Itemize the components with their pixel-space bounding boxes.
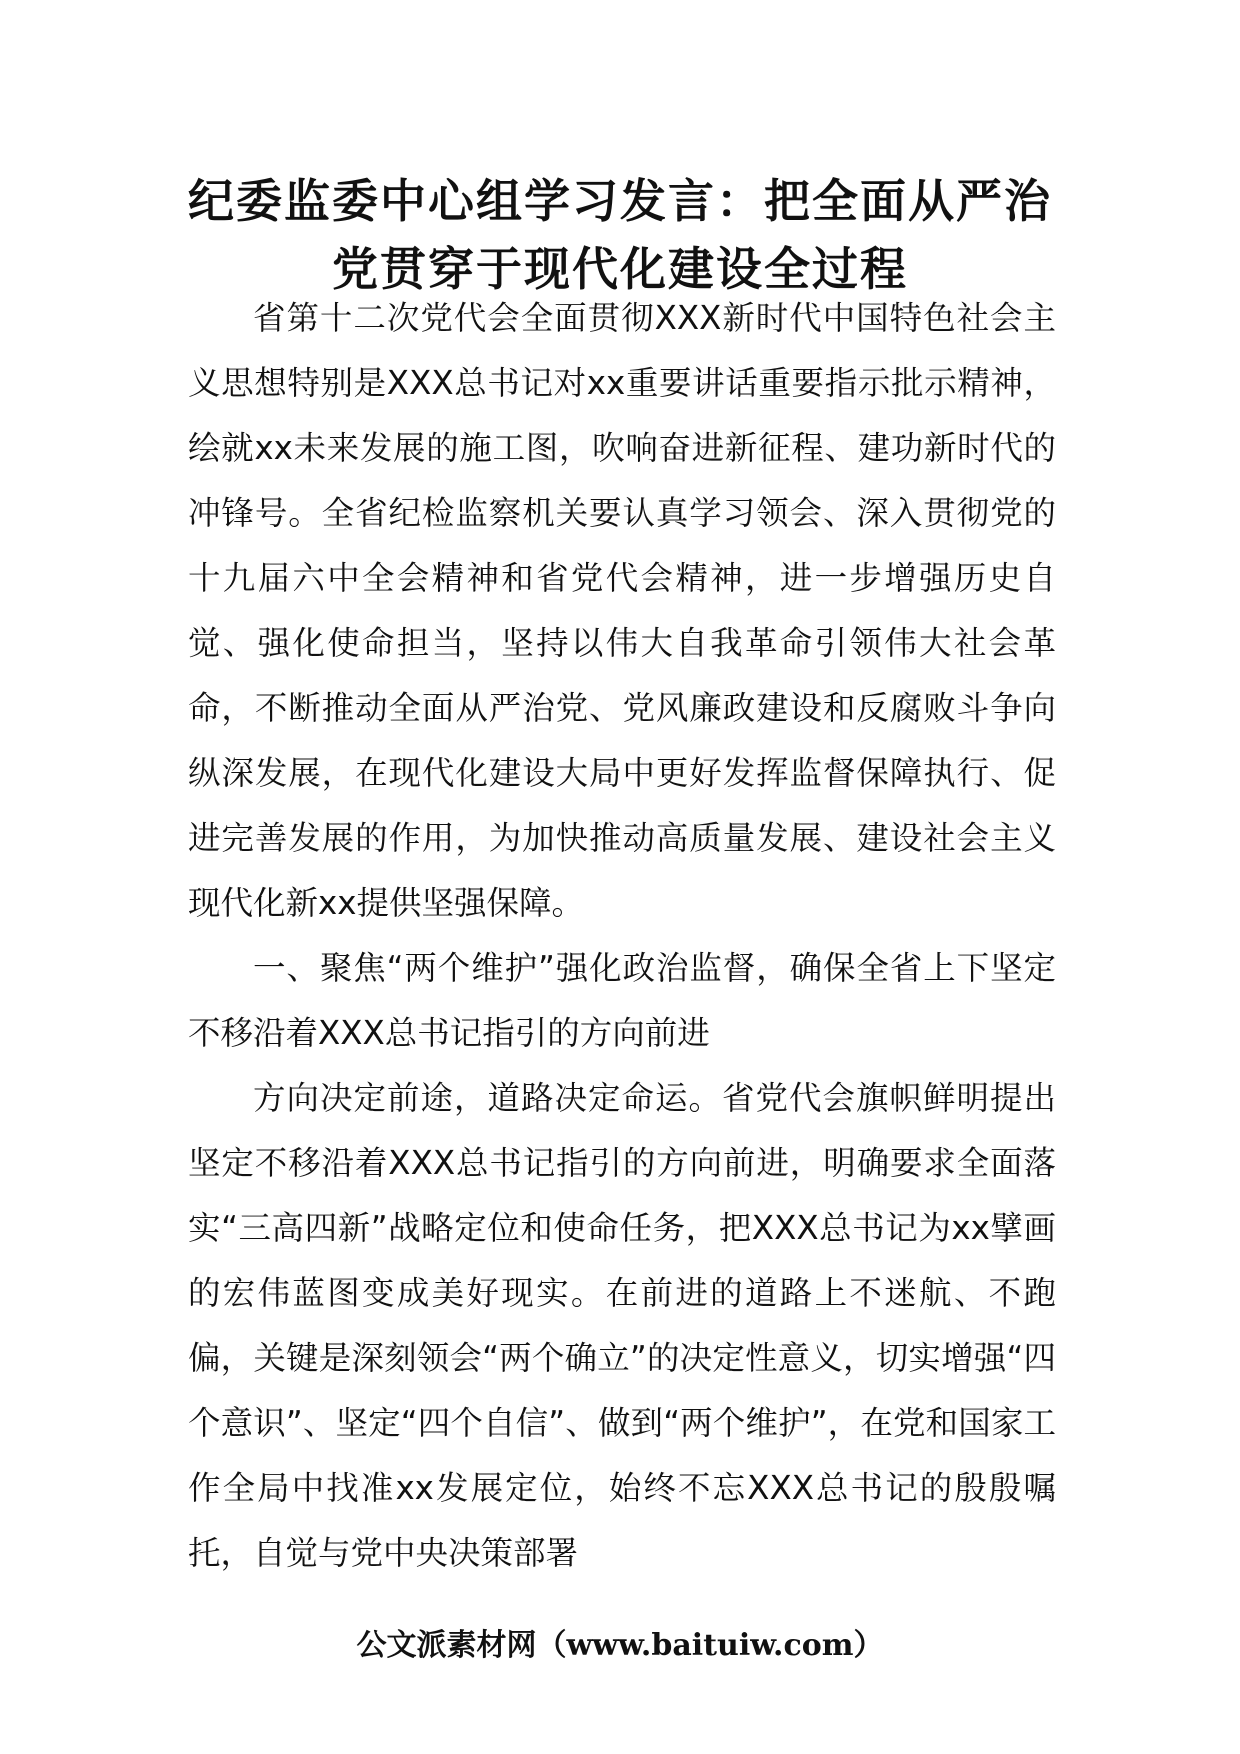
section-heading-1: 一、聚焦“两个维护”强化政治监督，确保全省上下坚定不移沿着XXX总书记指引的方向前进 — [188, 949, 1056, 1052]
document-title-line-2: 党贯穿于现代化建设全过程 — [332, 242, 908, 296]
document-title-line-1: 纪委监委中心组学习发言：把全面从严治 — [188, 174, 1052, 228]
paragraph-intro: 省第十二次党代会全面贯彻XXX新时代中国特色社会主义思想特别是XXX总书记对xx重要讲话重要指示批示精神，绘就xx未来发展的施工图，吹响奋进新征程、建功新时代的冲锋号。全省纪检监察机关要认真学习领会、深入贯彻党的十九届六中全会精神和省党代会精神，进一步增强历史自觉、强化使命担当，坚持以伟大自我革命引领伟大社会革命，不断推动全面从严治党、党风廉政建设和反腐败斗争向纵深发展，在现代化建设大局中更好发挥监督保障执行、促进完善发展的作用，为加快推动高质量发展、建设社会主义现代化新xx提供坚强保障。 — [188, 299, 1056, 922]
document-body — [188, 286, 1056, 1586]
footer-watermark: 公文派素材网（www.baituiw.com） — [356, 1628, 884, 1663]
paragraph-section-1: 方向决定前途，道路决定命运。省党代会旗帜鲜明提出坚定不移沿着XXX总书记指引的方向前进，明确要求全面落实“三高四新”战略定位和使命任务，把XXX总书记为xx擘画的宏伟蓝图变成美好现实。在前进的道路上不迷航、不跑偏，关键是深刻领会“两个确立”的决定性意义，切实增强“四个意识”、坚定“四个自信”、做到“两个维护”，在党和国家工作全局中找准xx发展定位，始终不忘XXX总书记的殷殷嘱托，自觉与党中央决策部署 — [188, 1079, 1056, 1572]
